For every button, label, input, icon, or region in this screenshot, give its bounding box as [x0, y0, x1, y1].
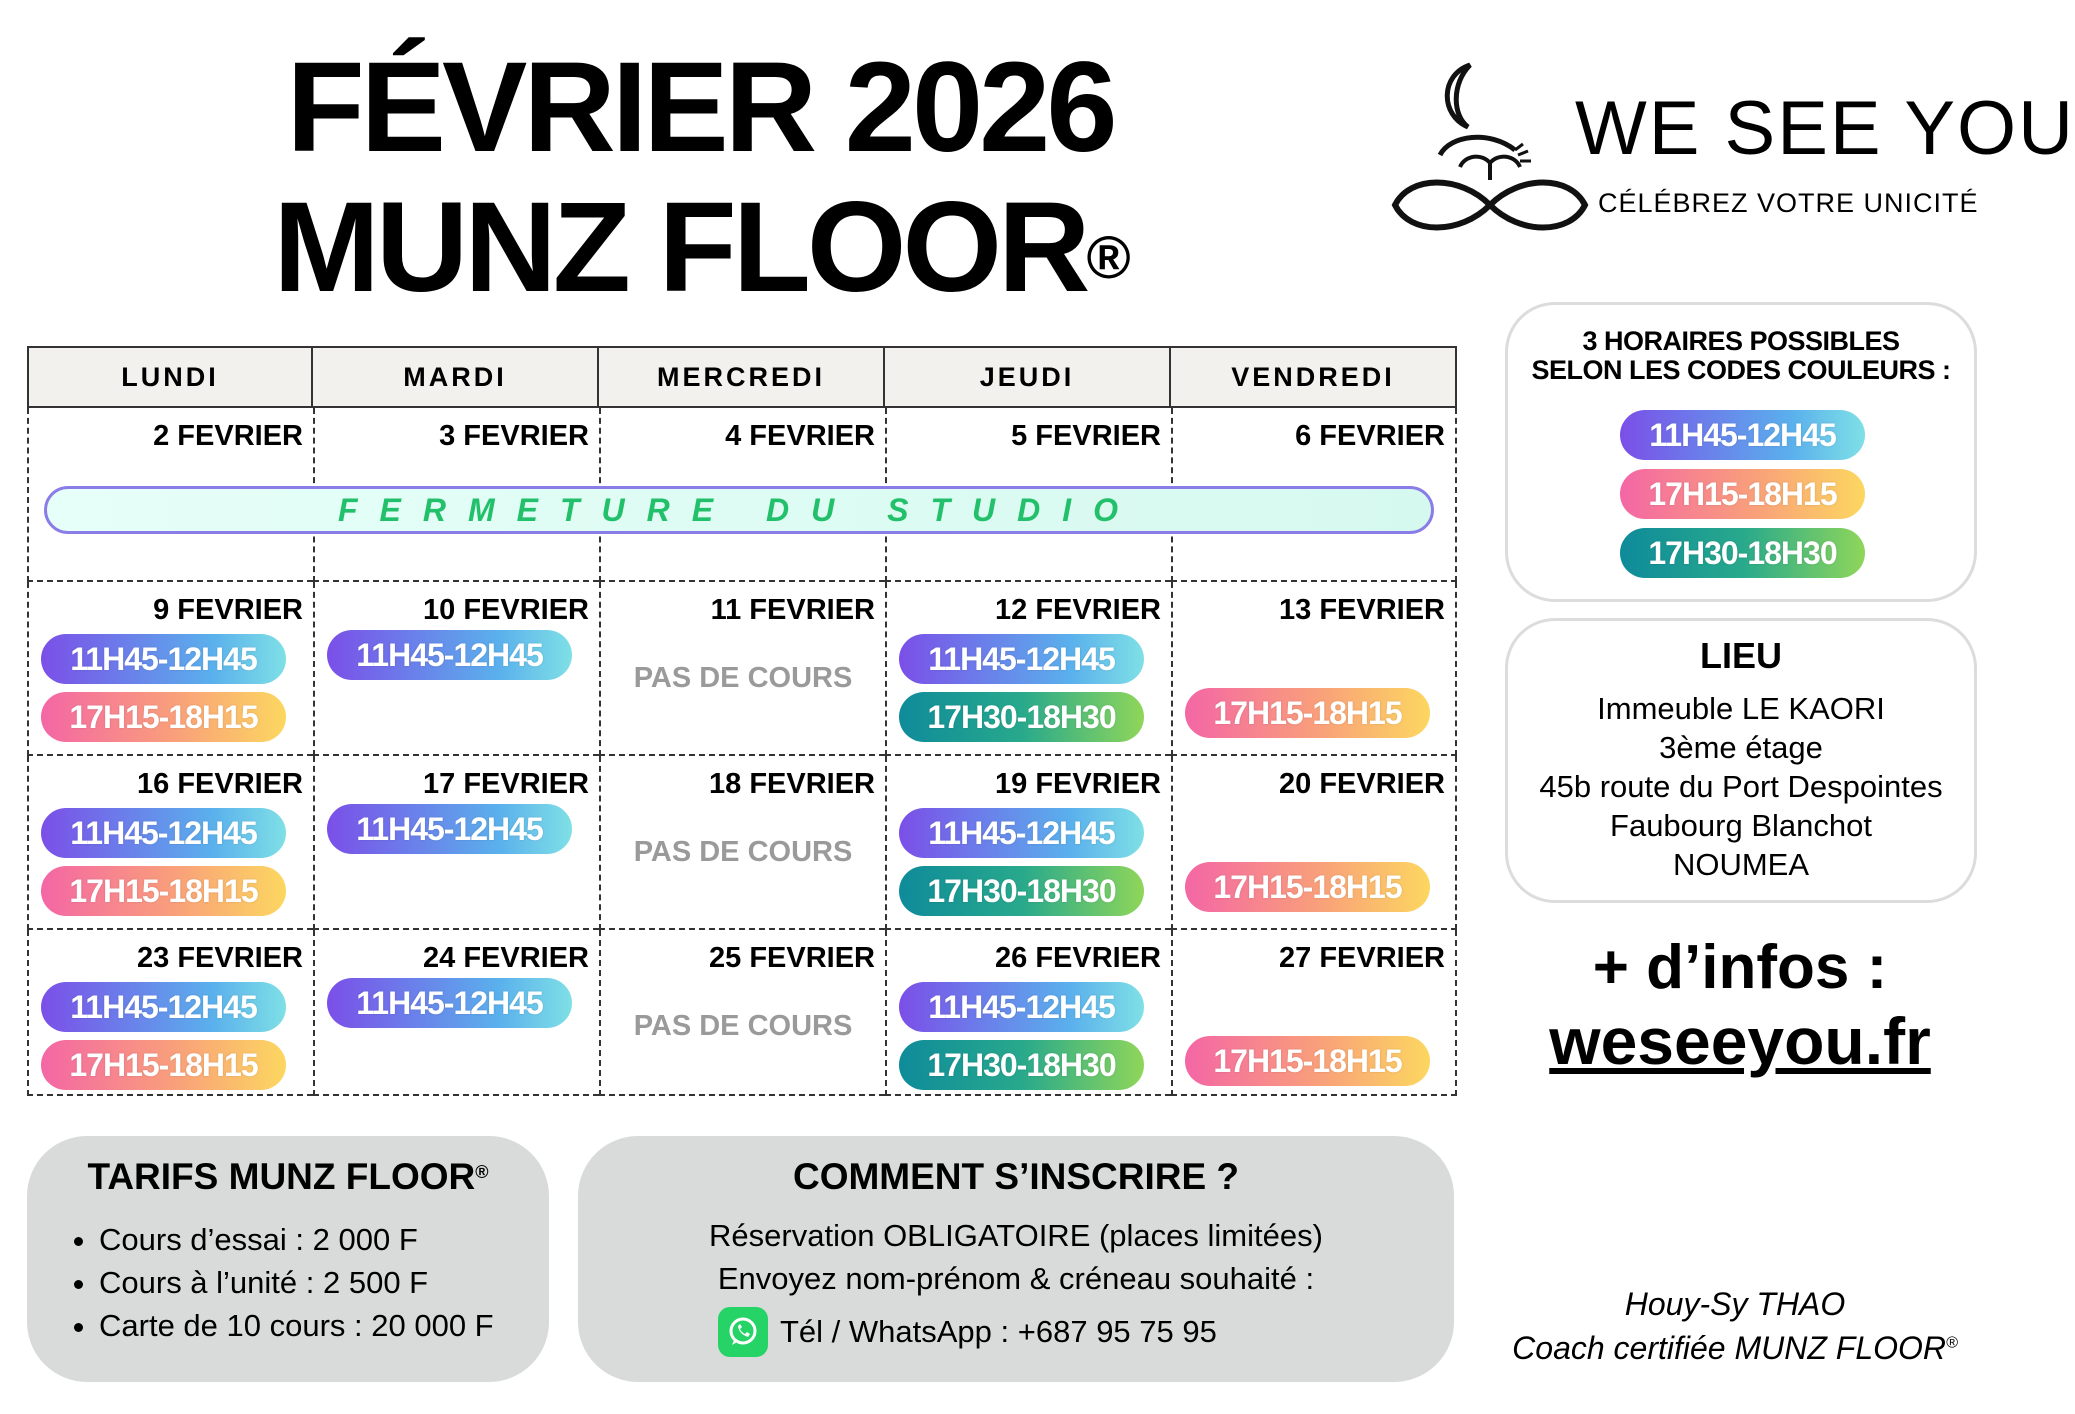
calendar-day: [1171, 930, 1457, 1096]
location-line: 3ème étage: [1659, 730, 1823, 765]
time-slot-pill: 17H30-18H30: [899, 1040, 1144, 1090]
day-label: 2 FEVRIER: [153, 420, 303, 452]
contact-line[interactable]: [718, 1307, 1217, 1357]
title-program: MUNZ FLOOR®: [273, 176, 1127, 319]
time-slot-pill: 17H15-18H15: [41, 692, 286, 742]
moon-eye-heart-infinity-logo: [1390, 55, 1590, 235]
time-slot-pill: 11H45-12H45: [41, 982, 286, 1032]
time-slot-pill: 17H15-18H15: [1185, 1036, 1430, 1086]
hours-legend-panel: [1505, 302, 1977, 602]
pricing-panel: [27, 1136, 549, 1382]
title-month: FÉVRIER 2026: [286, 36, 1114, 179]
time-slot-pill: 11H45-12H45: [41, 634, 286, 684]
calendar-day: [885, 756, 1171, 930]
pricing-list: [65, 1218, 494, 1347]
hours-option-pill: 11H45-12H45: [1620, 410, 1865, 460]
day-label: 17 FEVRIER: [423, 768, 589, 800]
time-slot-pill: 17H15-18H15: [1185, 688, 1430, 738]
calendar-day: [313, 930, 599, 1096]
time-slot-pill: 17H30-18H30: [899, 866, 1144, 916]
day-label: 12 FEVRIER: [995, 594, 1161, 626]
day-header-jeudi: JEUDI: [883, 346, 1171, 408]
time-slot-pill: 17H15-18H15: [41, 1040, 286, 1090]
day-label: 3 FEVRIER: [439, 420, 589, 452]
day-label: 24 FEVRIER: [423, 942, 589, 974]
no-class-note: PAS DE COURS: [633, 836, 853, 868]
no-class-note: PAS DE COURS: [633, 662, 853, 694]
calendar-day: [27, 582, 313, 756]
pricing-title: TARIFS MUNZ FLOOR®: [87, 1156, 489, 1197]
day-label: 19 FEVRIER: [995, 768, 1161, 800]
no-class-note: PAS DE COURS: [633, 1010, 853, 1042]
calendar-day: [313, 582, 599, 756]
pricing-item: • Cours à l’unité : 2 500 F: [99, 1261, 494, 1304]
calendar-day: [599, 756, 885, 930]
day-label: 27 FEVRIER: [1279, 942, 1445, 974]
calendar-day: [1171, 756, 1457, 930]
website-link[interactable]: weseeyou.fr: [1549, 1004, 1931, 1078]
time-slot-pill: 11H45-12H45: [899, 808, 1144, 858]
time-slot-pill: 17H15-18H15: [1185, 862, 1430, 912]
coach-role: Coach certifiée MUNZ FLOOR®: [1512, 1330, 1958, 1366]
time-slot-pill: 17H30-18H30: [899, 692, 1144, 742]
calendar-day: [885, 582, 1171, 756]
location-line: 45b route du Port Despointes: [1539, 769, 1943, 804]
registration-title: COMMENT S’INSCRIRE ?: [792, 1156, 1240, 1197]
pricing-item: • Carte de 10 cours : 20 000 F: [99, 1304, 494, 1347]
hours-option-pill: 17H30-18H30: [1620, 528, 1865, 578]
calendar-day: [27, 930, 313, 1096]
day-label: 13 FEVRIER: [1279, 594, 1445, 626]
registration-line: Envoyez nom-prénom & créneau souhaité :: [717, 1261, 1315, 1296]
time-slot-pill: 11H45-12H45: [327, 978, 572, 1028]
hours-option-pill: 17H15-18H15: [1620, 469, 1865, 519]
day-label: 11 FEVRIER: [710, 594, 875, 626]
day-header-vendredi: VENDREDI: [1169, 346, 1457, 408]
pricing-item: • Cours d’essai : 2 000 F: [99, 1218, 494, 1261]
day-label: 10 FEVRIER: [423, 594, 589, 626]
page-title: [200, 38, 1200, 318]
time-slot-pill: 11H45-12H45: [327, 804, 572, 854]
day-label: 26 FEVRIER: [995, 942, 1161, 974]
calendar-grid: [27, 346, 1455, 1096]
registration-panel: [578, 1136, 1454, 1382]
calendar-day: [599, 930, 885, 1096]
day-label: 20 FEVRIER: [1279, 768, 1445, 800]
day-header-mercredi: MERCREDI: [597, 346, 885, 408]
hours-title: 3 HORAIRES POSSIBLES SELON LES CODES COULEURS :: [1531, 326, 1951, 385]
day-header-mardi: MARDI: [311, 346, 599, 408]
more-info-label: + d’infos :: [1592, 933, 1888, 1002]
day-label: 18 FEVRIER: [709, 768, 875, 800]
coach-name: Houy-Sy THAO: [1624, 1286, 1846, 1322]
whatsapp-icon: [718, 1307, 768, 1357]
location-line: Faubourg Blanchot: [1610, 808, 1872, 843]
time-slot-pill: 11H45-12H45: [899, 634, 1144, 684]
location-title: LIEU: [1699, 635, 1782, 676]
calendar-day: [1171, 582, 1457, 756]
calendar-day: [885, 930, 1171, 1096]
time-slot-pill: 17H15-18H15: [41, 866, 286, 916]
brand-name: WE SEE YOU: [1575, 86, 2075, 171]
calendar-day: [27, 756, 313, 930]
location-panel: [1505, 618, 1977, 903]
time-slot-pill: 11H45-12H45: [41, 808, 286, 858]
brand-tagline: CÉLÉBREZ VOTRE UNICITÉ: [1598, 188, 1979, 218]
day-label: 16 FEVRIER: [137, 768, 303, 800]
day-label: 6 FEVRIER: [1295, 420, 1445, 452]
day-label: 23 FEVRIER: [137, 942, 303, 974]
location-line: Immeuble LE KAORI: [1597, 691, 1885, 726]
day-label: 25 FEVRIER: [709, 942, 875, 974]
calendar-day: [313, 756, 599, 930]
day-label: 4 FEVRIER: [725, 420, 875, 452]
day-label: 9 FEVRIER: [153, 594, 303, 626]
day-header-lundi: LUNDI: [27, 346, 313, 408]
location-line: NOUMEA: [1672, 847, 1810, 882]
closure-banner: FERMETURE DU STUDIO: [44, 486, 1434, 534]
registration-line: Réservation OBLIGATOIRE (places limitées): [709, 1218, 1323, 1253]
calendar-day: [599, 582, 885, 756]
contact-phone: Tél / WhatsApp : +687 95 75 95: [780, 1314, 1217, 1349]
day-label: 5 FEVRIER: [1011, 420, 1161, 452]
time-slot-pill: 11H45-12H45: [327, 630, 572, 680]
time-slot-pill: 11H45-12H45: [899, 982, 1144, 1032]
